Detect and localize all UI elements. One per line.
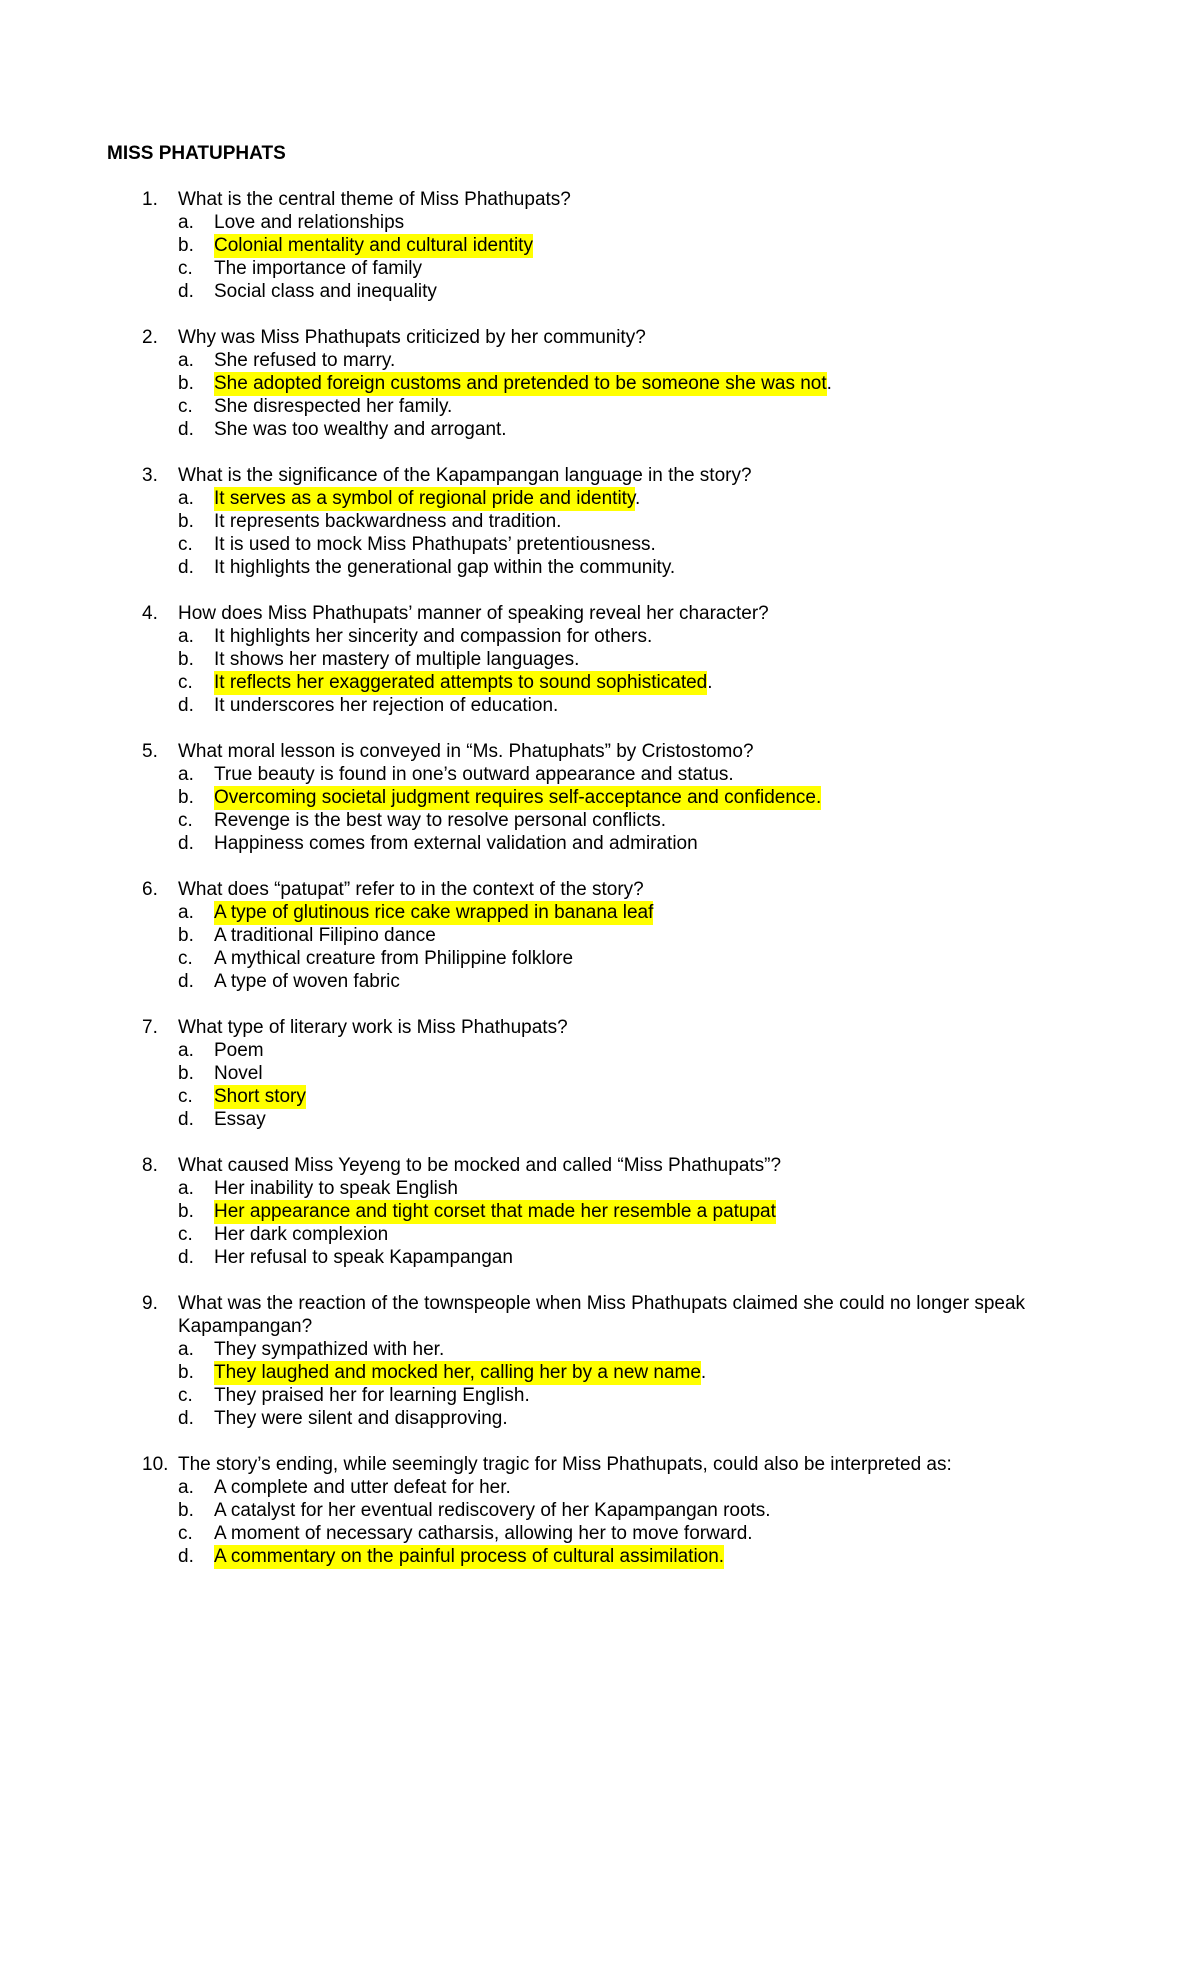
answer-options — [0, 211, 1200, 303]
option-letter: a. — [178, 212, 194, 233]
answer-options — [0, 1476, 1200, 1568]
question-row — [0, 326, 1200, 349]
option-text: It shows her mastery of multiple languages. — [214, 649, 580, 670]
highlighted-answer: Her appearance and tight corset that made her resemble a patupat — [214, 1201, 776, 1222]
option-letter: d. — [178, 695, 194, 716]
option-text: They were silent and disapproving. — [214, 1408, 508, 1429]
option-letter: d. — [178, 833, 194, 854]
option-text: She disrespected her family. — [214, 396, 453, 417]
question-item — [0, 1292, 1200, 1430]
question-number: 5. — [142, 741, 158, 762]
option-letter: b. — [178, 511, 194, 532]
option-letter: c. — [178, 396, 193, 417]
question-text: What moral lesson is conveyed in “Ms. Phatuphats” by Cristostomo? — [178, 741, 754, 762]
answer-option — [0, 625, 1200, 648]
question-number: 1. — [142, 189, 158, 210]
question-row — [0, 878, 1200, 901]
option-letter: c. — [178, 1086, 193, 1107]
option-letter: c. — [178, 534, 193, 555]
option-letter: a. — [178, 1339, 194, 1360]
option-letter: c. — [178, 1523, 193, 1544]
question-row — [0, 602, 1200, 625]
option-text: It highlights the generational gap within the community. — [214, 557, 676, 578]
highlighted-answer: Short story — [214, 1086, 306, 1107]
question-item — [0, 1453, 1200, 1568]
option-letter: d. — [178, 557, 194, 578]
option-letter: d. — [178, 1546, 194, 1567]
option-text: It underscores her rejection of education. — [214, 695, 559, 716]
question-row — [0, 1453, 1200, 1476]
answer-options — [0, 487, 1200, 579]
question-number: 8. — [142, 1155, 158, 1176]
option-text: They sympathized with her. — [214, 1339, 445, 1360]
question-list — [0, 188, 1200, 1591]
question-item — [0, 878, 1200, 993]
question-text: What type of literary work is Miss Phathupats? — [178, 1017, 568, 1038]
answer-option — [0, 1246, 1200, 1269]
highlighted-answer: A type of glutinous rice cake wrapped in banana leaf — [214, 902, 654, 923]
question-item — [0, 464, 1200, 579]
answer-option — [0, 1177, 1200, 1200]
answer-option — [0, 1223, 1200, 1246]
answer-option — [0, 671, 1200, 694]
answer-option — [0, 1085, 1200, 1108]
option-letter: d. — [178, 1408, 194, 1429]
answer-option — [0, 533, 1200, 556]
option-trailing-punctuation: . — [826, 373, 832, 394]
option-trailing-punctuation: . — [700, 1362, 707, 1383]
highlighted-answer: She adopted foreign customs and pretended to be someone she was not — [214, 373, 827, 394]
answer-option — [0, 1545, 1200, 1568]
answer-option — [0, 947, 1200, 970]
question-text: What is the central theme of Miss Phathupats? — [178, 189, 571, 210]
answer-option — [0, 1499, 1200, 1522]
option-text: True beauty is found in one’s outward appearance and status. — [214, 764, 734, 785]
option-letter: a. — [178, 902, 194, 923]
answer-option — [0, 832, 1200, 855]
answer-option — [0, 1407, 1200, 1430]
answer-option — [0, 1476, 1200, 1499]
answer-option — [0, 510, 1200, 533]
option-letter: d. — [178, 1109, 194, 1130]
question-row — [0, 740, 1200, 763]
option-letter: d. — [178, 971, 194, 992]
option-text: Her inability to speak English — [214, 1178, 458, 1199]
option-letter: a. — [178, 1477, 194, 1498]
question-row — [0, 1292, 1200, 1338]
question-text: What is the significance of the Kapampangan language in the story? — [178, 465, 752, 486]
option-letter: a. — [178, 1178, 194, 1199]
answer-options — [0, 901, 1200, 993]
answer-options — [0, 349, 1200, 441]
option-letter: c. — [178, 810, 193, 831]
option-text: She was too wealthy and arrogant. — [214, 419, 507, 440]
option-letter: d. — [178, 419, 194, 440]
answer-option — [0, 970, 1200, 993]
option-letter: a. — [178, 1040, 194, 1061]
answer-option — [0, 1384, 1200, 1407]
question-item — [0, 188, 1200, 303]
question-text: What was the reaction of the townspeople when Miss Phathupats claimed she could no longer speak Kapampangan? — [178, 1293, 1026, 1337]
question-item — [0, 602, 1200, 717]
answer-option — [0, 418, 1200, 441]
answer-option — [0, 395, 1200, 418]
option-letter: b. — [178, 1201, 194, 1222]
option-text: Essay — [214, 1109, 266, 1130]
option-text: The importance of family — [214, 258, 423, 279]
question-number: 7. — [142, 1017, 158, 1038]
answer-option — [0, 1361, 1200, 1384]
option-letter: c. — [178, 948, 193, 969]
option-letter: b. — [178, 925, 194, 946]
highlighted-answer: They laughed and mocked her, calling her by a new name — [214, 1362, 701, 1383]
option-text: It highlights her sincerity and compassion for others. — [214, 626, 653, 647]
option-letter: b. — [178, 787, 194, 808]
highlighted-answer: It reflects her exaggerated attempts to sound sophisticated — [214, 672, 708, 693]
option-letter: a. — [178, 764, 194, 785]
answer-options — [0, 763, 1200, 855]
question-row — [0, 1154, 1200, 1177]
option-letter: c. — [178, 258, 193, 279]
document-title: MISS PHATUPHATS — [107, 143, 286, 164]
option-letter: a. — [178, 488, 194, 509]
option-text: It is used to mock Miss Phathupats’ pretentiousness. — [214, 534, 656, 555]
answer-option — [0, 372, 1200, 395]
answer-option — [0, 786, 1200, 809]
option-text: Her dark complexion — [214, 1224, 389, 1245]
question-number: 2. — [142, 327, 158, 348]
answer-option — [0, 1039, 1200, 1062]
question-text: What caused Miss Yeyeng to be mocked and called “Miss Phathupats”? — [178, 1155, 782, 1176]
option-text: Novel — [214, 1063, 263, 1084]
option-letter: b. — [178, 373, 194, 394]
question-item — [0, 326, 1200, 441]
question-row — [0, 188, 1200, 211]
option-text: A catalyst for her eventual rediscovery of her Kapampangan roots. — [214, 1500, 771, 1521]
answer-options — [0, 625, 1200, 717]
option-text: She refused to marry. — [214, 350, 396, 371]
option-text: A traditional Filipino dance — [214, 925, 436, 946]
answer-option — [0, 1062, 1200, 1085]
option-text: A type of woven fabric — [214, 971, 400, 992]
option-letter: b. — [178, 649, 194, 670]
highlighted-answer: A commentary on the painful process of cultural assimilation. — [214, 1546, 725, 1567]
answer-option — [0, 901, 1200, 924]
option-letter: d. — [178, 1247, 194, 1268]
option-letter: b. — [178, 1500, 194, 1521]
option-letter: a. — [178, 626, 194, 647]
answer-option — [0, 1338, 1200, 1361]
option-text: Revenge is the best way to resolve personal conflicts. — [214, 810, 667, 831]
answer-option — [0, 1200, 1200, 1223]
answer-options — [0, 1177, 1200, 1269]
answer-option — [0, 1108, 1200, 1131]
question-number: 4. — [142, 603, 158, 624]
question-number: 10. — [142, 1454, 169, 1475]
answer-option — [0, 349, 1200, 372]
answer-option — [0, 648, 1200, 671]
option-letter: a. — [178, 350, 194, 371]
highlighted-answer: Overcoming societal judgment requires self-acceptance and confidence. — [214, 787, 822, 808]
option-text: A moment of necessary catharsis, allowing her to move forward. — [214, 1523, 753, 1544]
option-trailing-punctuation: . — [635, 488, 641, 509]
option-text: A mythical creature from Philippine folklore — [214, 948, 574, 969]
question-number: 9. — [142, 1293, 158, 1314]
answer-option — [0, 809, 1200, 832]
option-trailing-punctuation: . — [707, 672, 713, 693]
option-text: Happiness comes from external validation and admiration — [214, 833, 698, 854]
option-letter: c. — [178, 1385, 193, 1406]
answer-option — [0, 280, 1200, 303]
answer-option — [0, 211, 1200, 234]
question-text: Why was Miss Phathupats criticized by her community? — [178, 327, 646, 348]
option-letter: d. — [178, 281, 194, 302]
option-letter: b. — [178, 235, 194, 256]
option-letter: c. — [178, 672, 193, 693]
highlighted-answer: It serves as a symbol of regional pride and identity — [214, 488, 636, 509]
option-text: Social class and inequality — [214, 281, 437, 302]
option-text: They praised her for learning English. — [214, 1385, 530, 1406]
option-text: It represents backwardness and tradition. — [214, 511, 562, 532]
option-letter: c. — [178, 1224, 193, 1245]
question-item — [0, 1016, 1200, 1131]
question-text: The story’s ending, while seemingly tragic for Miss Phathupats, could also be interpreted as: — [178, 1454, 952, 1475]
answer-options — [0, 1039, 1200, 1131]
question-item — [0, 1154, 1200, 1269]
answer-option — [0, 763, 1200, 786]
answer-option — [0, 234, 1200, 257]
answer-option — [0, 556, 1200, 579]
option-text: Love and relationships — [214, 212, 405, 233]
option-text: Poem — [214, 1040, 264, 1061]
highlighted-answer: Colonial mentality and cultural identity — [214, 235, 533, 256]
option-letter: b. — [178, 1362, 194, 1383]
question-item — [0, 740, 1200, 855]
option-text: A complete and utter defeat for her. — [214, 1477, 511, 1498]
question-row — [0, 464, 1200, 487]
question-row — [0, 1016, 1200, 1039]
question-number: 3. — [142, 465, 158, 486]
answer-option — [0, 694, 1200, 717]
question-text: What does “patupat” refer to in the context of the story? — [178, 879, 644, 900]
option-text: Her refusal to speak Kapampangan — [214, 1247, 513, 1268]
question-number: 6. — [142, 879, 158, 900]
option-letter: b. — [178, 1063, 194, 1084]
question-text: How does Miss Phathupats’ manner of speaking reveal her character? — [178, 603, 769, 624]
answer-options — [0, 1338, 1200, 1430]
answer-option — [0, 1522, 1200, 1545]
answer-option — [0, 924, 1200, 947]
answer-option — [0, 487, 1200, 510]
answer-option — [0, 257, 1200, 280]
